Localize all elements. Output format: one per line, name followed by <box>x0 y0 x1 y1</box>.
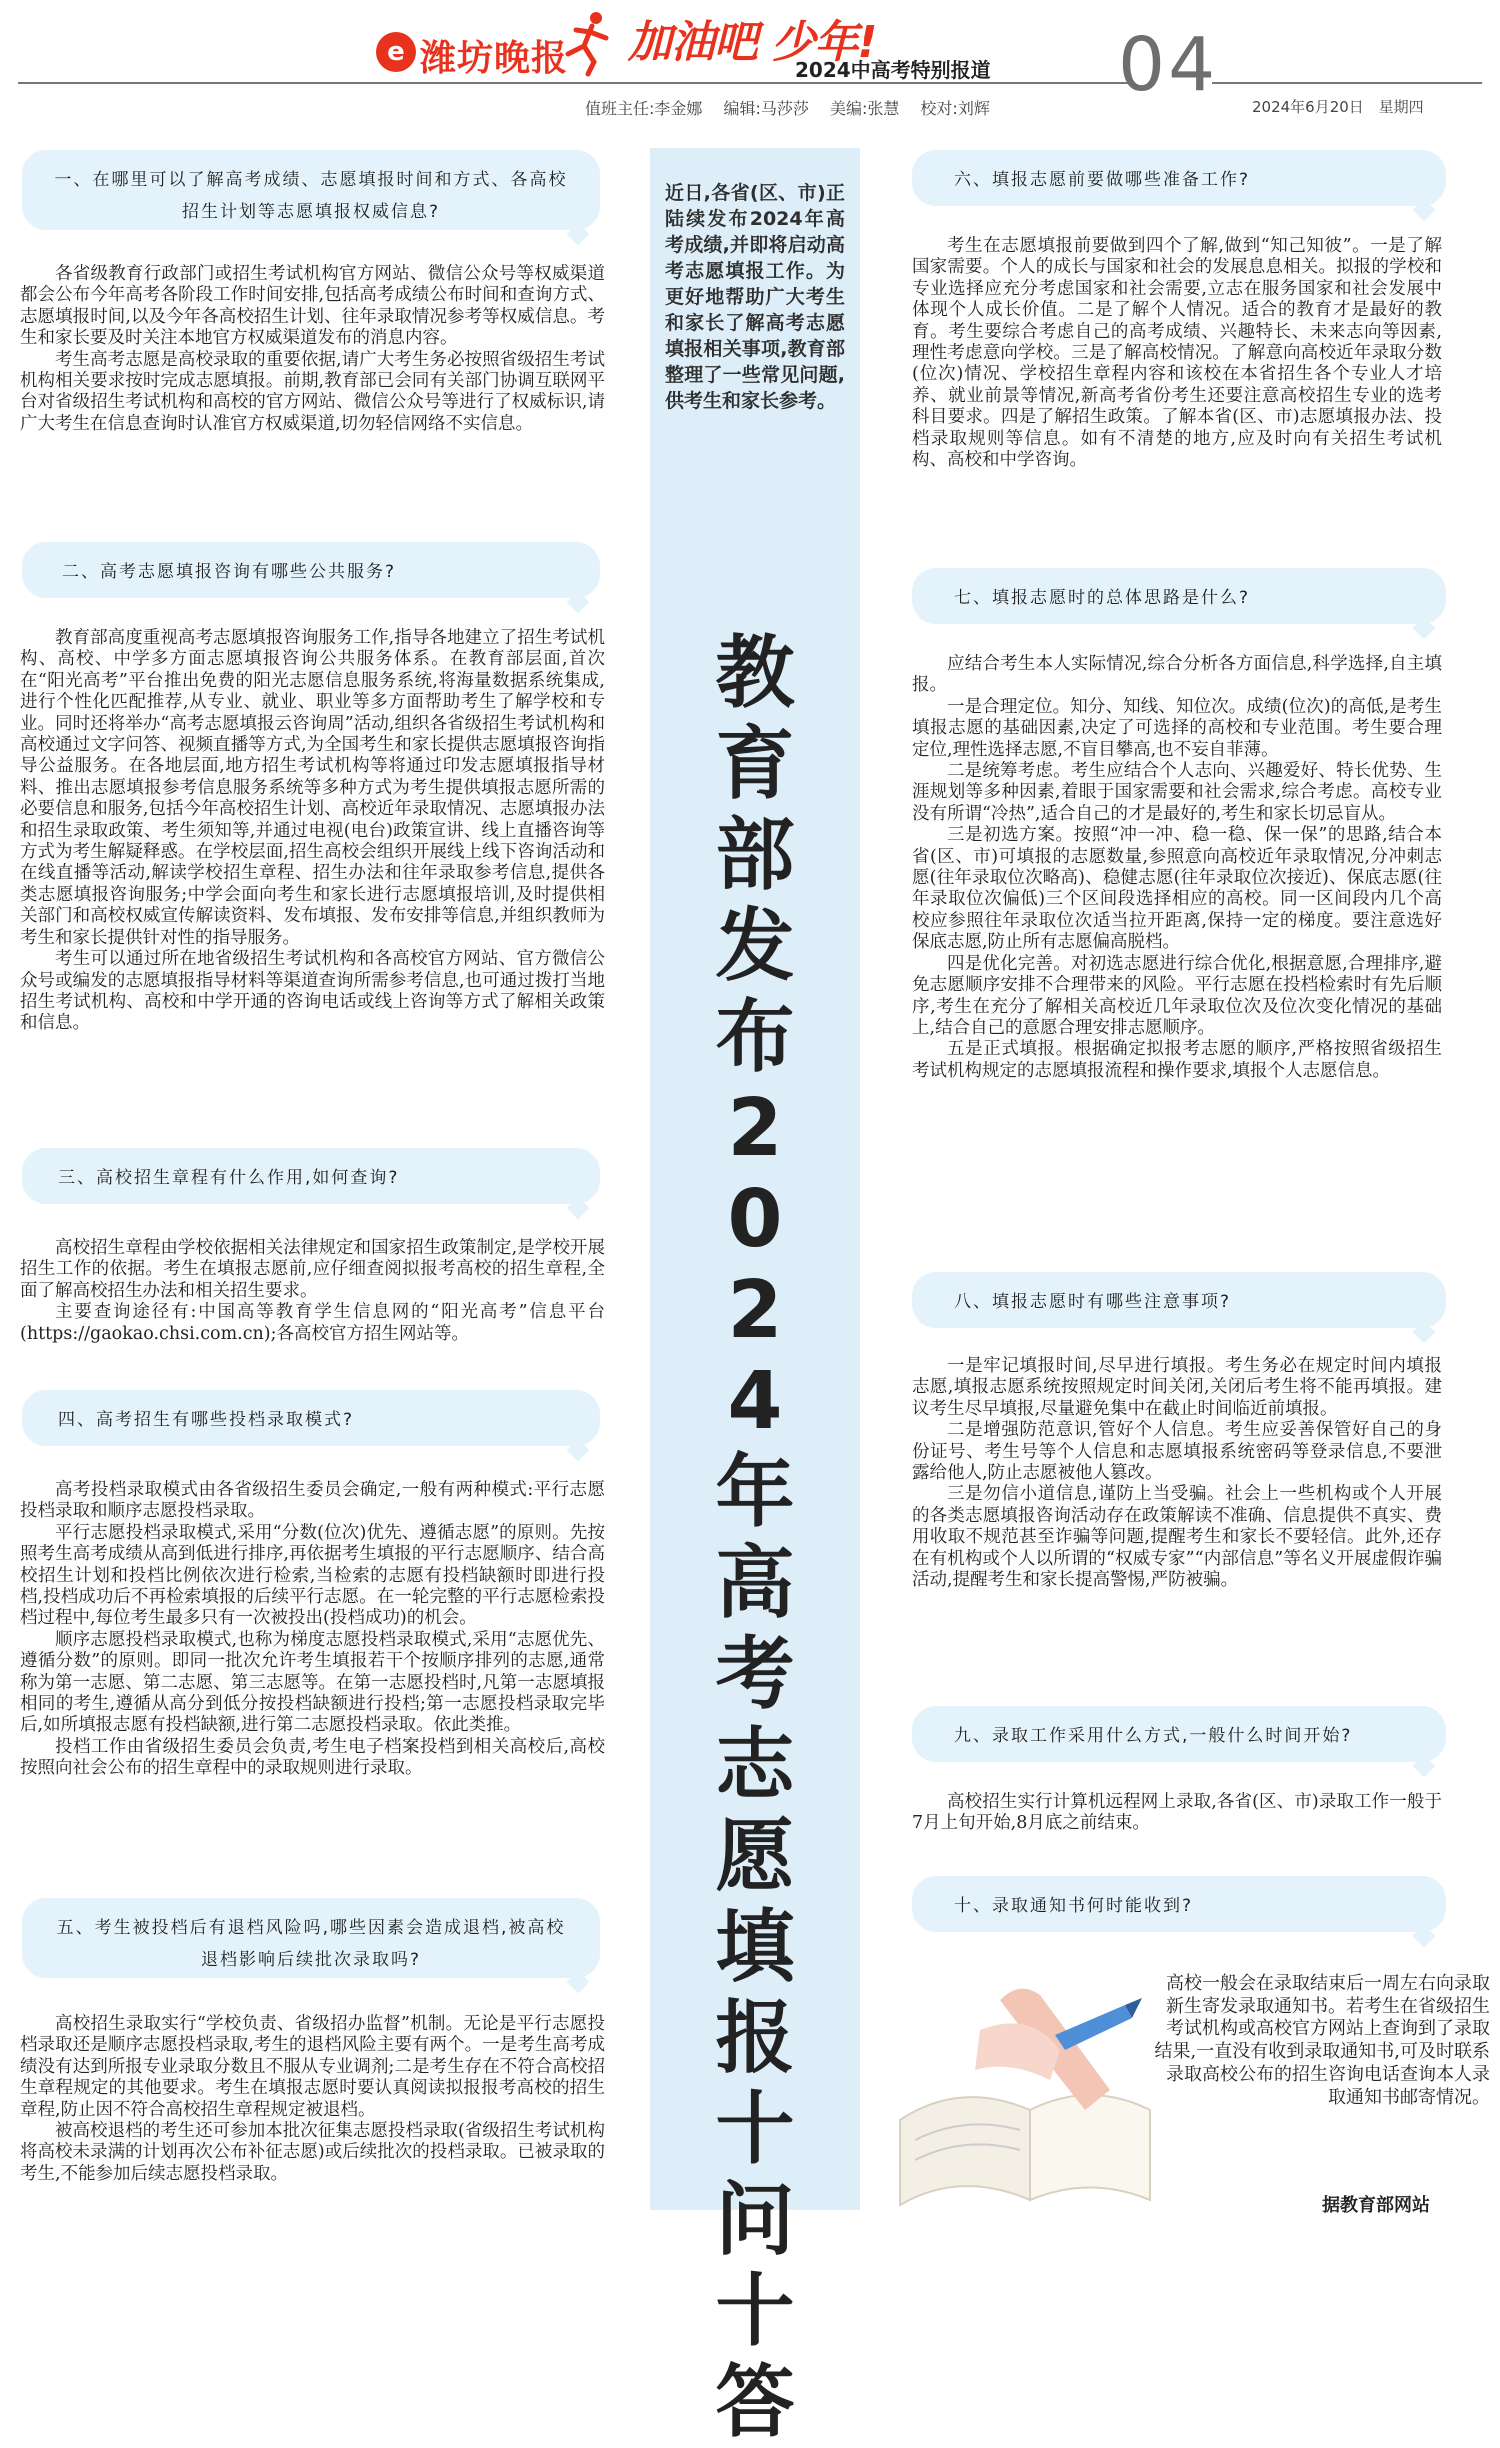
answer-paragraph: 顺序志愿投档录取模式,也称为梯度志愿投档录取模式,采用“志愿优先、遵循分数”的原则。即同一批次允许考生填报若干个按顺序排列的志愿,通常称为第一志愿、第二志愿、第三志愿等。在第一志愿投档时,凡第一志愿填报相同的考生,遵循从高分到低分按投档缺额进行投档;第一志愿投档录取完毕后,如所填报志愿有投档缺额,进行第二志愿投档录取。依此类推。 <box>20 1629 605 1736</box>
question-6: 六、填报志愿前要做哪些准备工作? <box>912 150 1446 206</box>
runner-icon <box>548 8 628 78</box>
answer-8 <box>912 1356 1442 1591</box>
answer-paragraph: 平行志愿投档录取模式,采用“分数(位次)优先、遵循志愿”的原则。先按照考生高考成绩从高到低进行排序,再依据考生填报的平行志愿顺序、结合高校招生计划和投档比例依次进行检索,当检索的志愿有投档缺额时即进行投档,投档成功后不再检索填报的后续平行志愿。在一轮完整的平行志愿检索投档过程中,每位考生最多只有一次被投出(投档成功)的机会。 <box>20 1522 605 1629</box>
answer-9 <box>912 1792 1442 1835</box>
answer-paragraph: 各省级教育行政部门或招生考试机构官方网站、微信公众号等权威渠道都会公布今年高考各阶段工作时间安排,包括高考成绩公布时间和查询方式、志愿填报时间,以及今年各高校招生计划、往年录取情况参考等权威信息。考生和家长要及时关注本地官方权威渠道发布的消息内容。 <box>20 264 605 349</box>
newspaper-logo-icon: e <box>376 32 416 72</box>
answer-6 <box>912 236 1442 471</box>
answer-paragraph: 三是初选方案。按照“冲一冲、稳一稳、保一保”的思路,结合本省(区、市)可填报的志愿数量,参照意向高校近年录取情况,分冲刺志愿(往年录取位次略高)、稳健志愿(往年录取位次接近)、保底志愿(往年录取位次偏低)三个区间段选择相应的高校。同一区间段内几个高校应参照往年录取位次适当拉开距离,保持一定的梯度。要注意选好保底志愿,防止所有志愿偏高脱档。 <box>912 825 1442 953</box>
answer-paragraph: 二是增强防范意识,管好个人信息。考生应妥善保管好自己的身份证号、考生号等个人信息和志愿填报系统密码等登录信息,不要泄露给他人,防止志愿被他人篡改。 <box>912 1420 1442 1484</box>
question-10: 十、录取通知书何时能收到? <box>912 1876 1446 1932</box>
feature-slogan: 加油吧 少年! <box>628 17 877 68</box>
answer-7 <box>912 654 1442 1082</box>
question-4: 四、高考招生有哪些投档录取模式? <box>22 1390 600 1446</box>
question-8: 八、填报志愿时有哪些注意事项? <box>912 1272 1446 1328</box>
answer-paragraph: 高校招生录取实行“学校负责、省级招办监督”机制。无论是平行志愿投档录取还是顺序志愿投档录取,考生的退档风险主要有两个。一是考生高考成绩没有达到所报专业录取分数且不服从专业调剂;二是考生存在不符合高校招生章程规定的其他要求。考生在填报志愿时要认真阅读拟报报考高校的招生章程,防止因不符合高校招生章程规定被退档。 <box>20 2014 605 2120</box>
masthead <box>0 0 1500 125</box>
answer-2 <box>20 628 605 1035</box>
answer-paragraph: 被高校退档的考生还可参加本批次征集志愿投档录取(省级招生考试机构将高校未录满的计划再次公布补征志愿)或后续批次的投档录取。已被录取的考生,不能参加后续志愿投档录取。 <box>20 2121 605 2184</box>
feature-subtitle: 2024中高考特别报道 <box>795 58 991 82</box>
answer-paragraph: 一是合理定位。知分、知线、知位次。成绩(位次)的高低,是考生填报志愿的基础因素,决定了可选择的高校和专业范围。考生要合理定位,理性选择志愿,不盲目攀高,也不妄自菲薄。 <box>912 696 1442 760</box>
header-divider <box>18 82 1128 84</box>
page-number: 04 <box>1118 22 1219 108</box>
answer-paragraph: 一是牢记填报时间,尽早进行填报。考生务必在规定时间内填报志愿,填报志愿系统按照规定时间关闭,关闭后考生将不能再填报。建议考生尽早填报,尽量避免集中在截止时间临近前填报。 <box>912 1356 1442 1419</box>
intro-text: 近日,各省(区、市)正陆续发布2024年高考成绩,并即将启动高考志愿填报工作。为更好地帮助广大考生和家长了解高考志愿填报相关事项,教育部整理了一些常见问题,供考生和家长参考。 <box>665 182 845 412</box>
answer-3 <box>20 1238 605 1345</box>
question-7: 七、填报志愿时的总体思路是什么? <box>912 568 1446 624</box>
answer-paragraph: 考生在志愿填报前要做到四个了解,做到“知己知彼”。一是了解国家需要。个人的成长与国家和社会的发展息息相关。拟报的学校和专业选择应充分考虑国家和社会需要,立志在服务国家和社会发展中体现个人成长价值。二是了解个人情况。适合的教育才是最好的教育。考生要综合考虑自己的高考成绩、兴趣特长、未来志向等因素,理性考虑意向学校。三是了解高校情况。了解意向高校近年录取分数(位次)情况、学校招生章程内容和该校在本省招生各个专业人才培养、就业前景等情况,新高考省份考生还要注意高校招生专业的选考科目要求。四是了解招生政策。了解本省(区、市)志愿填报办法、投档录取规则等信息。如有不清楚的地方,应及时向有关招生考试机构、高校和中学咨询。 <box>912 236 1442 471</box>
header-divider-right <box>1212 82 1482 84</box>
question-5: 五、考生被投档后有退档风险吗,哪些因素会造成退档,被高校退档影响后续批次录取吗? <box>22 1898 600 1978</box>
answer-paragraph: 应结合考生本人实际情况,综合分析各方面信息,科学选择,自主填报。 <box>912 654 1442 696</box>
question-2: 二、高考志愿填报咨询有哪些公共服务? <box>22 542 600 598</box>
answer-paragraph: 高校招生实行计算机远程网上录取,各省(区、市)录取工作一般于7月上旬开始,8月底之前结束。 <box>912 1792 1442 1834</box>
answer-paragraph: 教育部高度重视高考志愿填报咨询服务工作,指导各地建立了招生考试机构、高校、中学多方面志愿填报咨询公共服务体系。在教育部层面,首次在“阳光高考”平台推出免费的阳光志愿信息服务系统,将海量数据系统集成,进行个性化匹配推荐,从专业、就业、职业等多方面帮助考生了解学校和专业。同时还将举办“高考志愿填报云咨询周”活动,组织各省级招生考试机构和高校通过文字问答、视频直播等方式,为全国考生和家长提供志愿填报咨询指导公益服务。在各地层面,地方招生考试机构等将通过印发志愿填报指导材料、推出志愿填报参考信息服务系统等多种方式为考生提供填报志愿所需的必要信息和服务,包括今年高校招生计划、高校近年录取情况、志愿填报办法和招生录取政策、考生须知等,并通过电视(电台)政策宣讲、线上直播咨询等方式为考生解疑释惑。在学校层面,招生高校会组织开展线上线下咨询活动和在线直播等活动,解读学校招生章程、招生办法和往年录取参考信息,提供各类志愿填报咨询服务;中学会面向考生和家长进行志愿填报培训,及时提供相关部门和高校权威宣传解读资料、发布填报、发布安排等信息,并组织教师为考生和家长提供针对性的指导服务。 <box>20 628 605 948</box>
answer-paragraph: 高考投档录取模式由各省级招生委员会确定,一般有两种模式:平行志愿投档录取和顺序志愿投档录取。 <box>20 1480 605 1522</box>
answer-paragraph: 二是统筹考虑。考生应结合个人志向、兴趣爱好、特长优势、生涯规划等多种因素,着眼于国家需要和社会需求,综合考虑。高校专业没有所谓“冷热”,适合自己的才是最好的,考生和家长切忌盲从。 <box>912 761 1442 824</box>
answer-1 <box>20 264 605 435</box>
question-3: 三、高校招生章程有什么作用,如何查询? <box>22 1148 600 1204</box>
answer-10: 高校一般会在录取结束后一周左右向录取新生寄发录取通知书。若考生在省级招生考试机构或高校官方网站上查询到了录取结果,一直没有收到录取通知书,可及时联系录取高校公布的招生咨询电话查询本人录取通知书邮寄情况。 <box>1154 1973 1490 2108</box>
answer-paragraph: 投档工作由省级招生委员会负责,考生电子档案投档到相关高校后,高校按照向社会公布的招生章程中的录取规则进行录取。 <box>20 1736 605 1779</box>
book-and-pen-illustration-icon <box>880 1970 1170 2210</box>
answer-paragraph: 三是勿信小道信息,谨防上当受骗。社会上一些机构或个人开展的各类志愿填报咨询活动存在政策解读不准确、信息提供不真实、费用收取不规范甚至诈骗等问题,提醒考生和家长不要轻信。此外,还存在有机构或个人以所谓的“权威专家”“内部信息”等名义开展虚假诈骗活动,提醒考生和家长提高警惕,严防被骗。 <box>912 1484 1442 1591</box>
answer-paragraph: 高校招生章程由学校依据相关法律规定和国家招生政策制定,是学校开展招生工作的依据。考生在填报志愿前,应仔细查阅拟报考高校的招生章程,全面了解高校招生办法和相关招生要求。 <box>20 1238 605 1301</box>
answer-paragraph: 考生可以通过所在地省级招生考试机构和各高校官方网站、官方微信公众号或编发的志愿填报指导材料等渠道查询所需参考信息,也可通过拨打当地招生考试机构、高校和中学开通的咨询电话或线上咨询等方式了解相关政策和信息。 <box>20 949 605 1034</box>
question-9: 九、录取工作采用什么方式,一般什么时间开始? <box>912 1706 1446 1762</box>
issue-date: 2024年6月20日 星期四 <box>1252 98 1424 116</box>
answer-paragraph: 考生高考志愿是高校录取的重要依据,请广大考生务必按照省级招生考试机构相关要求按时完成志愿填报。前期,教育部已会同有关部门协调互联网平台对省级招生考试机构和高校的官方网站、微信公众号等进行了权威标识,请广大考生在信息查询时认准官方权威渠道,切勿轻信网络不实信息。 <box>20 349 605 434</box>
answer-paragraph: 四是优化完善。对初选志愿进行综合优化,根据意愿,合理排序,避免志愿顺序安排不合理带来的风险。平行志愿在投档检索时有先后顺序,考生在充分了解相关高校近几年录取位次及位次变化情况的基础上,结合自己的意愿合理安排志愿顺序。 <box>912 953 1442 1038</box>
source-credit: 据教育部网站 <box>1322 2195 1430 2216</box>
answer-5 <box>20 2014 605 2185</box>
question-1: 一、在哪里可以了解高考成绩、志愿填报时间和方式、各高校招生计划等志愿填报权威信息? <box>22 150 600 230</box>
staff-credits: 值班主任:李金娜 编辑:马莎莎 美编:张慧 校对:刘辉 <box>585 99 990 118</box>
answer-4 <box>20 1480 605 1780</box>
answer-paragraph: 五是正式填报。根据确定拟报考志愿的顺序,严格按照省级招生考试机构规定的志愿填报流程和操作要求,填报个人志愿信息。 <box>912 1039 1442 1081</box>
answer-paragraph: 主要查询途径有:中国高等教育学生信息网的“阳光高考”信息平台(https://gaokao.chsi.com.cn);各高校官方招生网站等。 <box>20 1302 605 1344</box>
newspaper-name: 潍坊晚报 <box>420 38 569 79</box>
page-title: 教育部发布2024年高考志愿填报十问十答 <box>715 627 795 2448</box>
